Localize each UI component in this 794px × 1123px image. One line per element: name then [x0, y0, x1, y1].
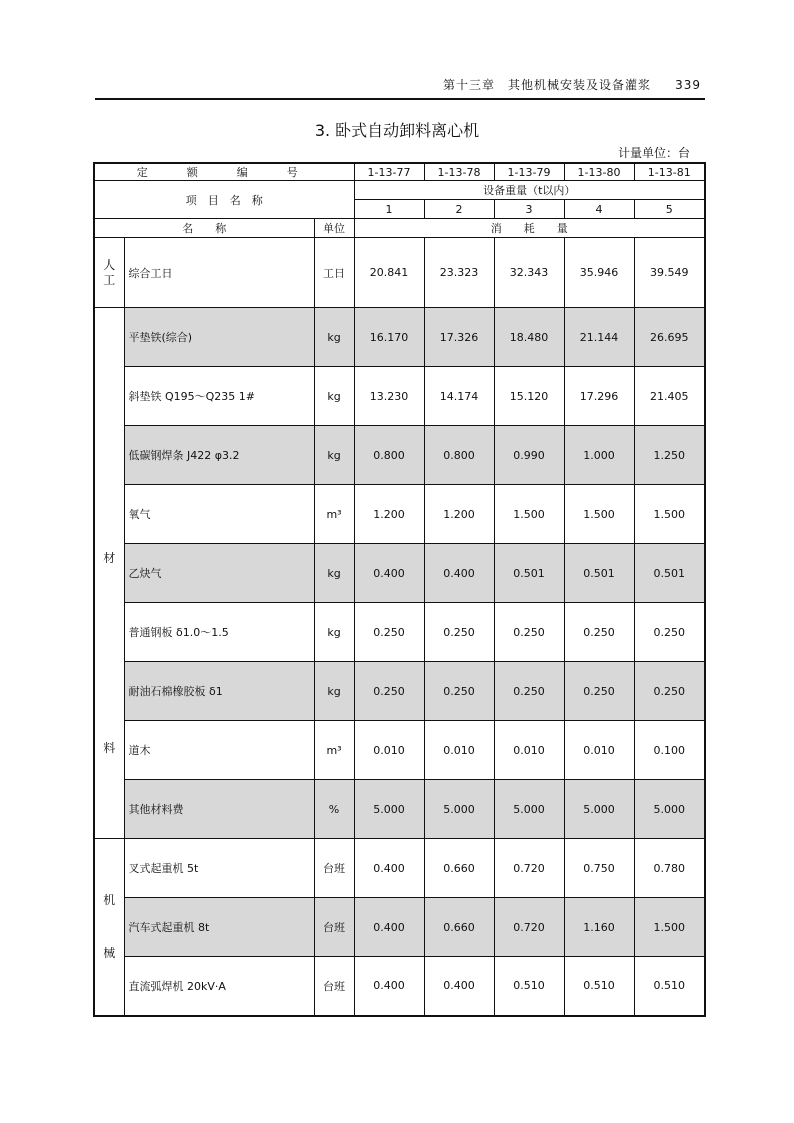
material-value: 0.990: [494, 426, 564, 485]
materials-category-top: 材: [103, 551, 116, 566]
machinery-value: 0.780: [634, 839, 705, 898]
material-value: 0.250: [564, 662, 634, 721]
item-header-row: [94, 181, 705, 200]
labor-row: [94, 238, 705, 308]
weight-col: 3: [494, 200, 564, 219]
weight-label: 设备重量（t以内）: [354, 181, 705, 200]
material-value: 5.000: [634, 780, 705, 839]
material-value: 1.000: [564, 426, 634, 485]
material-name: 耐油石棉橡胶板 δ1: [124, 662, 314, 721]
labor-value: 39.549: [634, 238, 705, 308]
labor-name: 综合工日: [124, 238, 314, 308]
material-value: 17.296: [564, 367, 634, 426]
material-name: 其他材料费: [124, 780, 314, 839]
quota-code: 1-13-80: [564, 163, 634, 181]
materials-category-bottom: 料: [103, 740, 116, 755]
page-number: 339: [675, 78, 701, 92]
chapter-title: 第十三章 其他机械安装及设备灌浆: [443, 78, 652, 92]
machinery-value: 1.500: [634, 898, 705, 957]
machinery-row: [94, 957, 705, 1016]
material-value: 0.250: [564, 603, 634, 662]
weight-col: 1: [354, 200, 424, 219]
machinery-value: 0.400: [354, 957, 424, 1016]
labor-category-char: 人: [103, 258, 116, 273]
labor-unit: 工日: [314, 238, 354, 308]
name-header: 名 称: [94, 219, 314, 238]
material-row: [94, 544, 705, 603]
material-name: 斜垫铁 Q195～Q235 1#: [124, 367, 314, 426]
material-value: 1.250: [634, 426, 705, 485]
machinery-name: 叉式起重机 5t: [124, 839, 314, 898]
material-name: 普通钢板 δ1.0～1.5: [124, 603, 314, 662]
quota-code-row: [94, 163, 705, 181]
machinery-name: 直流弧焊机 20kV·A: [124, 957, 314, 1016]
material-name: 乙炔气: [124, 544, 314, 603]
column-header-row: [94, 219, 705, 238]
material-value: 0.010: [354, 721, 424, 780]
material-unit: kg: [314, 544, 354, 603]
material-unit: kg: [314, 662, 354, 721]
consumption-header: 消 耗 量: [354, 219, 705, 238]
machinery-value: 0.400: [424, 957, 494, 1016]
labor-category: [94, 238, 124, 308]
page-header: [95, 70, 705, 100]
material-value: 0.800: [354, 426, 424, 485]
material-value: 0.250: [634, 603, 705, 662]
unit-header: 单位: [314, 219, 354, 238]
material-value: 16.170: [354, 308, 424, 367]
material-value: 21.144: [564, 308, 634, 367]
material-value: 0.800: [424, 426, 494, 485]
material-unit: m³: [314, 485, 354, 544]
machinery-row: [94, 898, 705, 957]
material-value: 0.501: [564, 544, 634, 603]
material-value: 15.120: [494, 367, 564, 426]
material-value: 0.501: [634, 544, 705, 603]
labor-value: 23.323: [424, 238, 494, 308]
material-row: [94, 780, 705, 839]
material-row: [94, 603, 705, 662]
labor-category-char: 工: [103, 272, 116, 287]
machinery-category-top: 机: [103, 893, 116, 908]
machinery-value: 0.400: [354, 839, 424, 898]
material-value: 0.250: [424, 662, 494, 721]
weight-col: 2: [424, 200, 494, 219]
machinery-value: 0.660: [424, 898, 494, 957]
labor-value: 35.946: [564, 238, 634, 308]
machinery-value: 0.750: [564, 839, 634, 898]
material-name: 氧气: [124, 485, 314, 544]
labor-value: 20.841: [354, 238, 424, 308]
material-value: 18.480: [494, 308, 564, 367]
material-row: [94, 367, 705, 426]
machinery-unit: 台班: [314, 839, 354, 898]
material-value: 5.000: [494, 780, 564, 839]
material-value: 21.405: [634, 367, 705, 426]
weight-col: 5: [634, 200, 705, 219]
header-rule: [95, 98, 705, 100]
machinery-value: 0.720: [494, 898, 564, 957]
material-value: 14.174: [424, 367, 494, 426]
material-value: 0.501: [494, 544, 564, 603]
quota-code: 1-13-81: [634, 163, 705, 181]
machinery-unit: 台班: [314, 957, 354, 1016]
material-value: 0.010: [494, 721, 564, 780]
material-value: 0.100: [634, 721, 705, 780]
material-value: 0.250: [634, 662, 705, 721]
material-name: 低碳钢焊条 J422 φ3.2: [124, 426, 314, 485]
quota-label: 定 额 编 号: [94, 163, 354, 181]
section-title: 3. 卧式自动卸料离心机: [314, 121, 480, 140]
material-unit: kg: [314, 308, 354, 367]
quota-code: 1-13-79: [494, 163, 564, 181]
material-value: 5.000: [424, 780, 494, 839]
machinery-value: 0.660: [424, 839, 494, 898]
machinery-unit: 台班: [314, 898, 354, 957]
item-label: 项 目 名 称: [94, 181, 354, 219]
material-unit: kg: [314, 426, 354, 485]
material-value: 17.326: [424, 308, 494, 367]
material-row: [94, 662, 705, 721]
unit-note: 计量单位：台: [617, 146, 690, 160]
material-value: 1.500: [564, 485, 634, 544]
material-row: [94, 426, 705, 485]
material-value: 13.230: [354, 367, 424, 426]
material-unit: %: [314, 780, 354, 839]
materials-category: [94, 308, 124, 839]
material-name: 平垫铁(综合): [124, 308, 314, 367]
material-value: 1.200: [354, 485, 424, 544]
quota-code: 1-13-77: [354, 163, 424, 181]
material-row: [94, 308, 705, 367]
material-value: 26.695: [634, 308, 705, 367]
material-row: [94, 721, 705, 780]
machinery-value: 0.720: [494, 839, 564, 898]
machinery-value: 0.400: [354, 898, 424, 957]
quota-table: [93, 162, 706, 1017]
material-value: 0.010: [424, 721, 494, 780]
material-value: 5.000: [564, 780, 634, 839]
material-value: 0.250: [424, 603, 494, 662]
machinery-value: 0.510: [634, 957, 705, 1016]
machinery-value: 1.160: [564, 898, 634, 957]
quota-code: 1-13-78: [424, 163, 494, 181]
material-unit: m³: [314, 721, 354, 780]
machinery-row: [94, 839, 705, 898]
material-row: [94, 485, 705, 544]
material-name: 道木: [124, 721, 314, 780]
material-value: 0.250: [354, 662, 424, 721]
material-value: 1.500: [634, 485, 705, 544]
material-value: 0.250: [354, 603, 424, 662]
material-value: 0.250: [494, 603, 564, 662]
labor-value: 32.343: [494, 238, 564, 308]
material-value: 0.400: [424, 544, 494, 603]
machinery-value: 0.510: [494, 957, 564, 1016]
machinery-name: 汽车式起重机 8t: [124, 898, 314, 957]
machinery-category: [94, 839, 124, 1016]
header-text: [443, 76, 701, 93]
material-value: 0.010: [564, 721, 634, 780]
material-value: 0.400: [354, 544, 424, 603]
material-value: 0.250: [494, 662, 564, 721]
material-value: 1.200: [424, 485, 494, 544]
weight-col: 4: [564, 200, 634, 219]
material-unit: kg: [314, 603, 354, 662]
material-unit: kg: [314, 367, 354, 426]
machinery-category-bottom: 械: [103, 945, 116, 960]
material-value: 1.500: [494, 485, 564, 544]
material-value: 5.000: [354, 780, 424, 839]
machinery-value: 0.510: [564, 957, 634, 1016]
